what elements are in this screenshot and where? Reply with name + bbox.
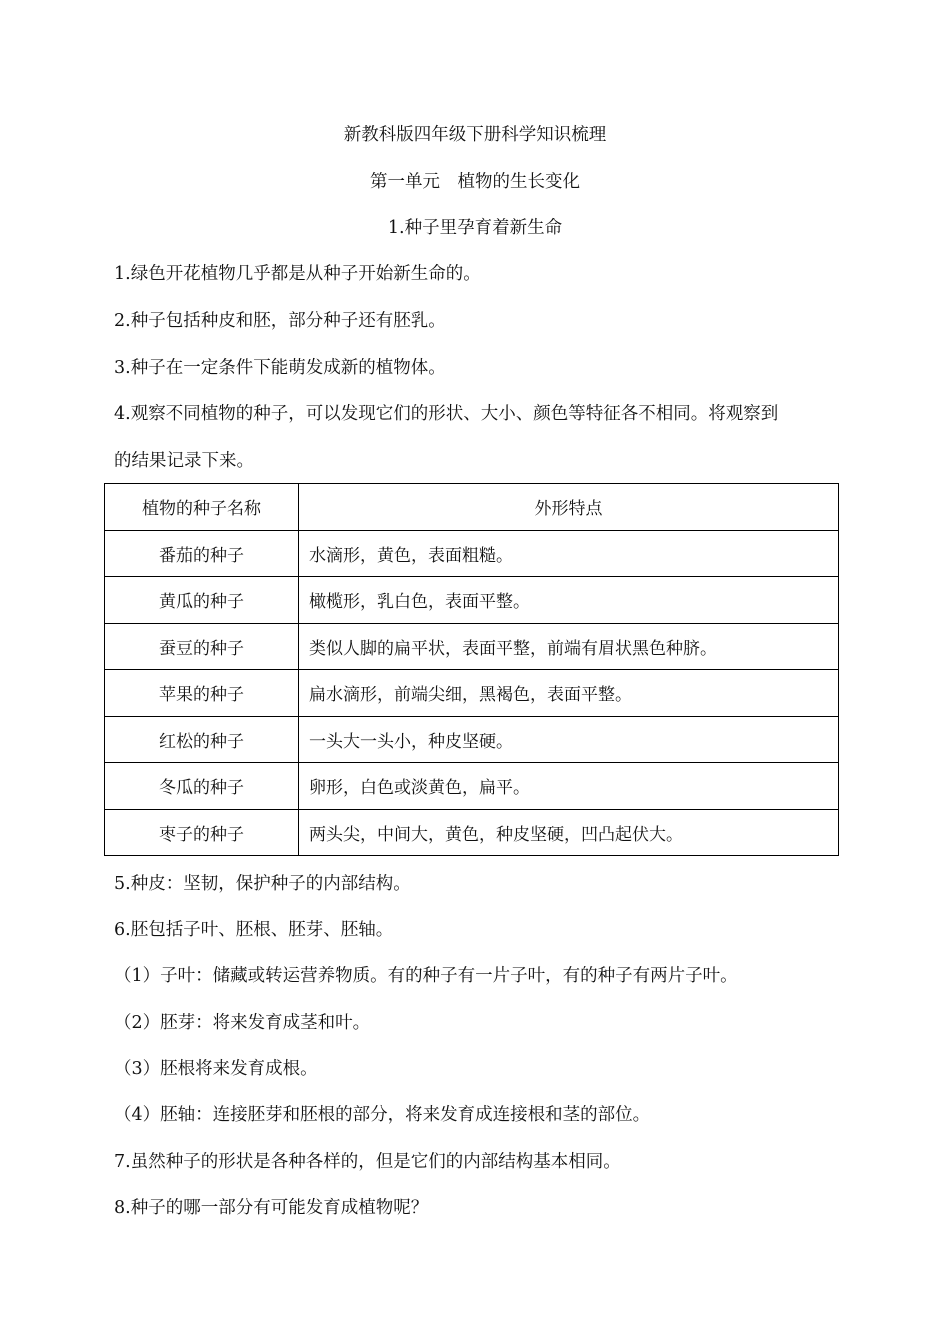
table-row: [105, 809, 839, 856]
seed-features-table: [104, 483, 839, 856]
point-2: 2.种子包括种皮和胚，部分种子还有胚乳。: [114, 311, 446, 331]
point-5: 5.种皮：坚韧，保护种子的内部结构。: [114, 874, 411, 894]
point-7: 7.虽然种子的形状是各种各样的，但是它们的内部结构基本相同。: [114, 1152, 621, 1172]
point-8: 8.种子的哪一部分有可能发育成植物呢？: [114, 1198, 429, 1218]
document-title: 新教科版四年级下册科学知识梳理: [343, 125, 607, 145]
point-6-sub-2: （2）胚芽：将来发育成茎和叶。: [114, 1013, 371, 1033]
table-row: [105, 623, 839, 670]
point-1: 1.绿色开花植物几乎都是从种子开始新生命的。: [114, 264, 481, 284]
point-6-sub-1: （1）子叶：储藏或转运营养物质。有的种子有一片子叶，有的种子有两片子叶。: [114, 966, 738, 986]
seed-name-cell: 番茄的种子: [105, 530, 299, 577]
point-6-sub-3: （3）胚根将来发育成根。: [114, 1059, 318, 1079]
point-3: 3.种子在一定条件下能萌发成新的植物体。: [114, 358, 446, 378]
seed-name-cell: 苹果的种子: [105, 670, 299, 717]
seed-feature-cell: 橄榄形，乳白色，表面平整。: [299, 577, 839, 624]
seed-feature-cell: 水滴形，黄色，表面粗糙。: [299, 530, 839, 577]
table-row: [105, 577, 839, 624]
lesson-heading: 1.种子里孕育着新生命: [387, 218, 563, 238]
seed-name-cell: 蚕豆的种子: [105, 623, 299, 670]
table-header-row: [105, 484, 839, 531]
point-4: 4.观察不同植物的种子，可以发现它们的形状、大小、颜色等特征各不相同。将观察到: [114, 404, 779, 424]
seed-feature-cell: 卵形，白色或淡黄色，扁平。: [299, 763, 839, 810]
table-row: [105, 670, 839, 717]
table-row: [105, 763, 839, 810]
seed-feature-cell: 两头尖，中间大，黄色，种皮坚硬，凹凸起伏大。: [299, 809, 839, 856]
table-row: [105, 530, 839, 577]
seed-name-cell: 红松的种子: [105, 716, 299, 763]
unit-heading: 第一单元 植物的生长变化: [370, 172, 580, 192]
point-6: 6.胚包括子叶、胚根、胚芽、胚轴。: [114, 920, 394, 940]
seed-name-cell: 黄瓜的种子: [105, 577, 299, 624]
point-6-sub-4: （4）胚轴：连接胚芽和胚根的部分，将来发育成连接根和茎的部位。: [114, 1105, 651, 1125]
seed-name-cell: 枣子的种子: [105, 809, 299, 856]
header-features: 外形特点: [299, 484, 839, 531]
point-4-continued: 的结果记录下来。: [114, 451, 254, 471]
seed-name-cell: 冬瓜的种子: [105, 763, 299, 810]
table-row: [105, 716, 839, 763]
seed-feature-cell: 扁水滴形，前端尖细，黑褐色，表面平整。: [299, 670, 839, 717]
seed-feature-cell: 一头大一头小，种皮坚硬。: [299, 716, 839, 763]
seed-feature-cell: 类似人脚的扁平状，表面平整，前端有眉状黑色种脐。: [299, 623, 839, 670]
header-seed-name: 植物的种子名称: [105, 484, 299, 531]
